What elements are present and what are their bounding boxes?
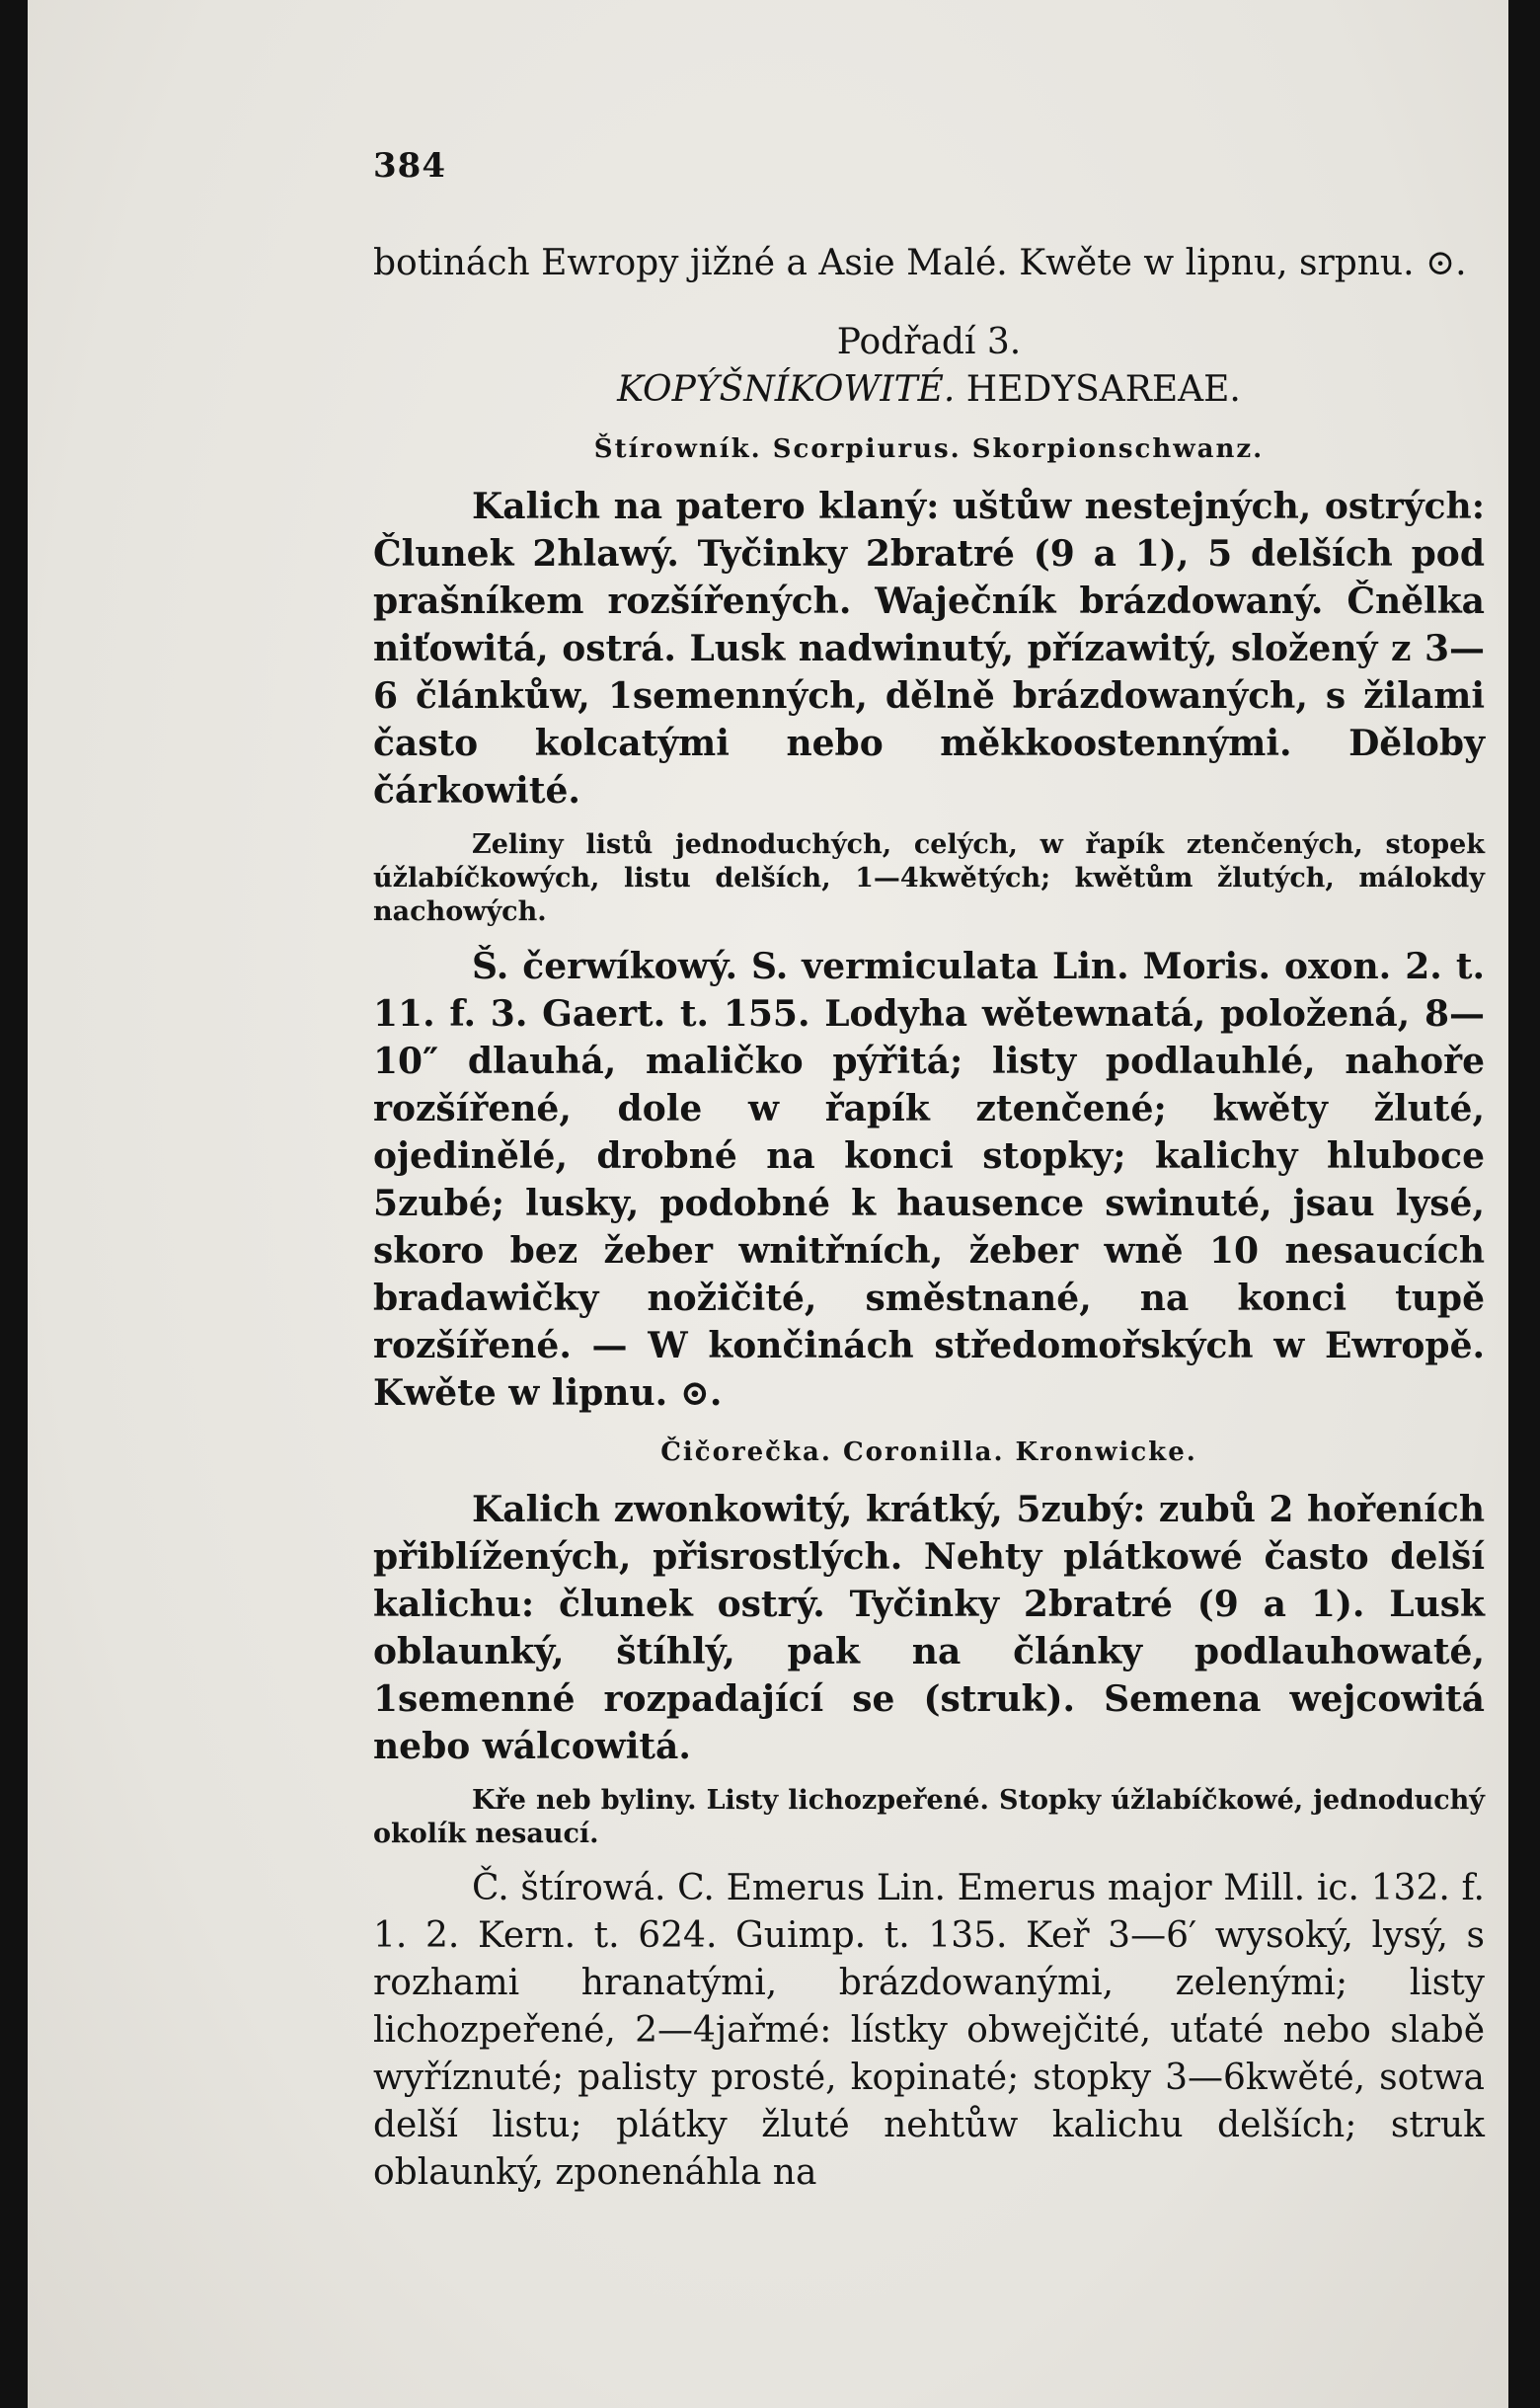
tribe-name-czech: KOPÝŠNÍKOWITÉ. — [617, 369, 956, 410]
subfamily-heading: Podřadí 3. — [836, 322, 1022, 362]
genus-heading-coronilla: Čičorečka. Coronilla. Kronwicke. — [660, 1437, 1197, 1467]
genus-heading-scorpiurus: Štírowník. Scorpiurus. Skorpionschwanz. — [593, 434, 1265, 464]
tribe-heading — [373, 366, 1485, 414]
genus-note-coronilla: Kře neb byliny. Listy lichozpeřené. Stopky úžlabíčkowé, jednoduchý okolík nesaucí. — [373, 1785, 1485, 1849]
paragraph-intro: botinách Ewropy jižné a Asie Malé. Kwěte w lipnu, srpnu. ⊙. — [373, 243, 1467, 283]
genus-description-scorpiurus: Kalich na patero klaný: uštůw nestejných, ostrých: Člunek 2hlawý. Tyčinky 2bratré (9 a 1), 5 delších pod prašníkem rozšířených. Waječník brázdowaný. Čnělka niťowitá, ostrá. Lusk nadwinutý, přízawitý, složený z 3—6 článkůw, 1semenných, dělně brázdowaných, s žilami často kolcatými nebo měkkoostennými. Děloby čárkowité. — [373, 486, 1485, 812]
genus-description-coronilla: Kalich zwonkowitý, krátký, 5zubý: zubů 2 hořeních přiblížených, přisrostlých. Nehty plátkowé často delší kalichu: člunek ostrý. Tyčinky 2bratré (9 a 1). Lusk oblaunký, štíhlý, pak na články podlauhowaté, 1semenné rozpadající se (struk). Semena wejcowitá nebo wálcowitá. — [373, 1489, 1485, 1767]
genus-note-scorpiurus: Zeliny listů jednoduchých, celých, w řapík ztenčených, stopek úžlabíčkowých, listu delších, 1—4kwětých; kwětům žlutých, málokdy nachowých. — [373, 829, 1485, 927]
page-number: 384 — [373, 146, 446, 186]
page-text-block — [373, 146, 1485, 2197]
book-page — [28, 0, 1508, 2408]
tribe-name-latin: HEDYSAREAE. — [965, 369, 1241, 410]
species-coronilla-emerus: Č. štírowá. C. Emerus Lin. Emerus major Mill. ic. 132. f. 1. 2. Kern. t. 624. Guimp. t. 135. Keř 3—6′ wysoký, lysý, s rozhami hranatými, brázdowanými, zelenými; listy lichozpeřené, 2—4jařmé: lístky obwejčité, uťaté nebo slabě wyříznuté; palisty prosté, kopinaté; stopky 3—6kwěté, sotwa delší listu; plátky žluté nehtůw kalichu delších; struk oblaunký, zponenáhla na — [373, 1868, 1485, 2193]
species-scorpiurus-vermiculata: Š. čerwíkowý. S. vermiculata Lin. Moris. oxon. 2. t. 11. f. 3. Gaert. t. 155. Lodyha wětewnatá, položená, 8—10″ dlauhá, maličko pýřitá; listy podlauhlé, nahoře rozšířené, dole w řapík ztenčené; kwěty žluté, ojedinělé, drobné na konci stopky; kalichy hluboce 5zubé; lusky, podobné k hausence swinuté, jsau lysé, skoro bez žeber wnitřních, žeber wně 10 nesaucích bradawičky nožičité, směstnané, na konci tupě rozšířené. — W končinách středomořských w Ewropě. Kwěte w lipnu. ⊙. — [373, 946, 1485, 1414]
